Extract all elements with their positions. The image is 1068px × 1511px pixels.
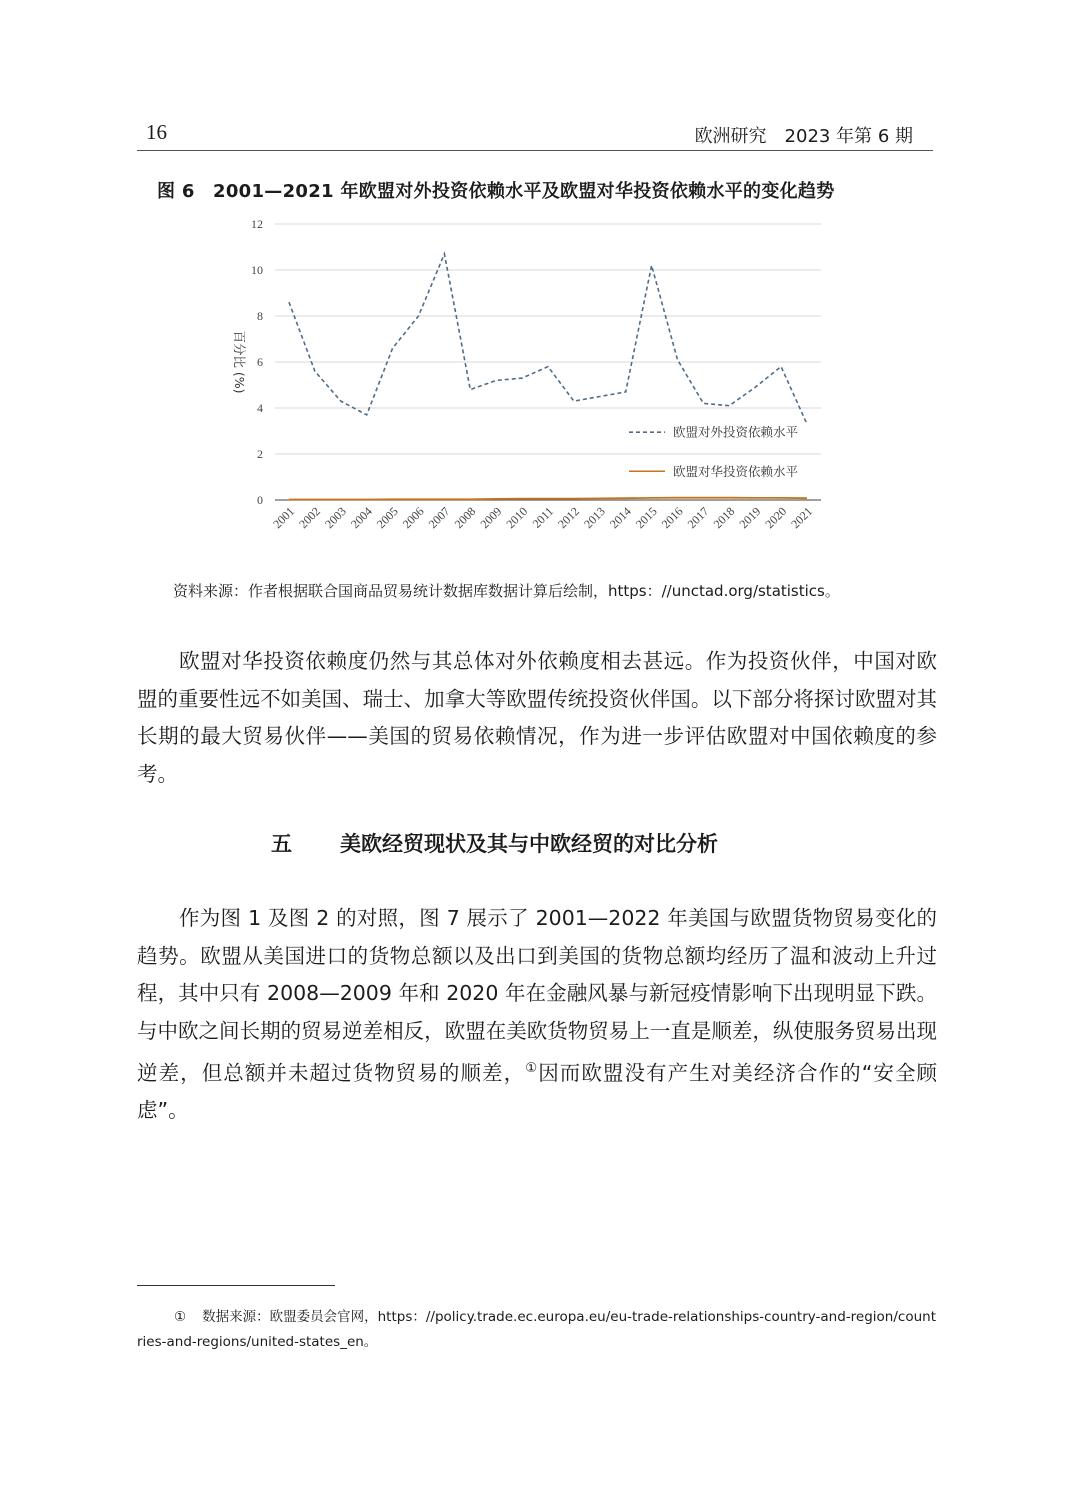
page-header xyxy=(137,118,933,151)
series-line-2 xyxy=(289,498,807,500)
x-tick-label: 2013 xyxy=(581,504,608,532)
x-tick-label: 2016 xyxy=(658,504,686,532)
x-tick-label: 2009 xyxy=(477,504,505,532)
x-tick-label: 2019 xyxy=(736,504,764,532)
x-tick-label: 2008 xyxy=(451,504,479,532)
x-tick-label: 2018 xyxy=(710,504,738,532)
x-tick-label: 2017 xyxy=(684,504,712,532)
footnote-text: 数据来源：欧盟委员会官网，https：//policy.trade.ec.europa.eu/eu-trade-relationships-country-and-region/countries-and-regions/united-states_en。 xyxy=(137,1309,936,1350)
x-tick-label: 2012 xyxy=(555,504,583,532)
figure-title: 图 6 2001—2021 年欧盟对外投资依赖水平及欧盟对华投资依赖水平的变化趋势 xyxy=(157,181,835,202)
y-tick-label: 4 xyxy=(257,401,263,415)
paragraph-2 xyxy=(137,900,937,1130)
footnote xyxy=(137,1305,937,1355)
x-tick-label: 2020 xyxy=(762,504,790,532)
journal-issue: 欧洲研究 2023 年第 6 期 xyxy=(694,126,913,147)
paragraph-1-text: 欧盟对华投资依赖度仍然与其总体对外依赖度相去甚远。作为投资伙伴，中国对欧盟的重要性远不如美国、瑞士、加拿大等欧盟传统投资伙伴国。以下部分将探讨欧盟对其长期的最大贸易伙伴——美国的贸易依赖情况，作为进一步评估欧盟对中国依赖度的参考。 xyxy=(137,649,937,786)
footnote-ref[interactable]: ① xyxy=(525,1061,539,1076)
footnote-divider xyxy=(137,1285,335,1286)
paragraph-2-text: 作为图 1 及图 2 的对照，图 7 展示了 2001—2022 年美国与欧盟货物贸易变化的趋势。欧盟从美国进口的货物总额以及出口到美国的货物总额均经历了温和波动上升过程，其中只有 2008—2009 年和 2020 年在金融风暴与新冠疫情影响下出现明显下跌。与中欧之间长期的贸易逆差相反，欧盟在美欧货物贸易上一直是顺差，纵使服务贸易出现逆差，但总额并未超过货物贸易的顺差， xyxy=(137,906,937,1085)
x-tick-label: 2005 xyxy=(373,504,401,532)
x-tick-label: 2001 xyxy=(270,504,298,532)
x-tick-label: 2003 xyxy=(322,504,349,532)
section-title: 美欧经贸现状及其与中欧经贸的对比分析 xyxy=(340,832,718,856)
x-tick-label: 2006 xyxy=(399,504,427,532)
y-tick-label: 12 xyxy=(251,217,263,231)
legend-label-1: 欧盟对外投资依赖水平 xyxy=(673,424,799,440)
x-tick-label: 2011 xyxy=(529,504,557,531)
legend-label-2: 欧盟对华投资依赖水平 xyxy=(673,463,799,479)
y-tick-label: 0 xyxy=(257,493,263,507)
y-tick-label: 6 xyxy=(257,355,263,369)
series-line-1 xyxy=(289,254,807,424)
paragraph-1 xyxy=(137,643,937,793)
x-tick-label: 2010 xyxy=(503,504,531,532)
x-tick-label: 2002 xyxy=(296,504,324,532)
paragraph-2-text-after: 因而欧盟没有产生对美经济合作的“安全顾虑”。 xyxy=(137,1060,938,1123)
page-number: 16 xyxy=(146,120,167,144)
line-chart xyxy=(215,210,835,550)
section-number: 五 xyxy=(271,832,292,856)
x-tick-label: 2015 xyxy=(632,504,660,532)
x-tick-label: 2007 xyxy=(425,504,453,532)
footnote-mark: ① xyxy=(174,1309,187,1325)
y-tick-label: 2 xyxy=(257,447,263,461)
section-heading xyxy=(271,828,718,858)
x-tick-label: 2021 xyxy=(788,504,816,532)
y-tick-label: 10 xyxy=(251,263,263,277)
figure-source: 资料来源：作者根据联合国商品贸易统计数据库数据计算后绘制，https：//unctad.org/statistics。 xyxy=(173,582,840,600)
y-axis-label: 百分比 (%) xyxy=(232,330,247,394)
x-tick-label: 2004 xyxy=(347,504,375,532)
y-tick-label: 8 xyxy=(257,309,263,323)
x-tick-label: 2014 xyxy=(606,504,634,532)
